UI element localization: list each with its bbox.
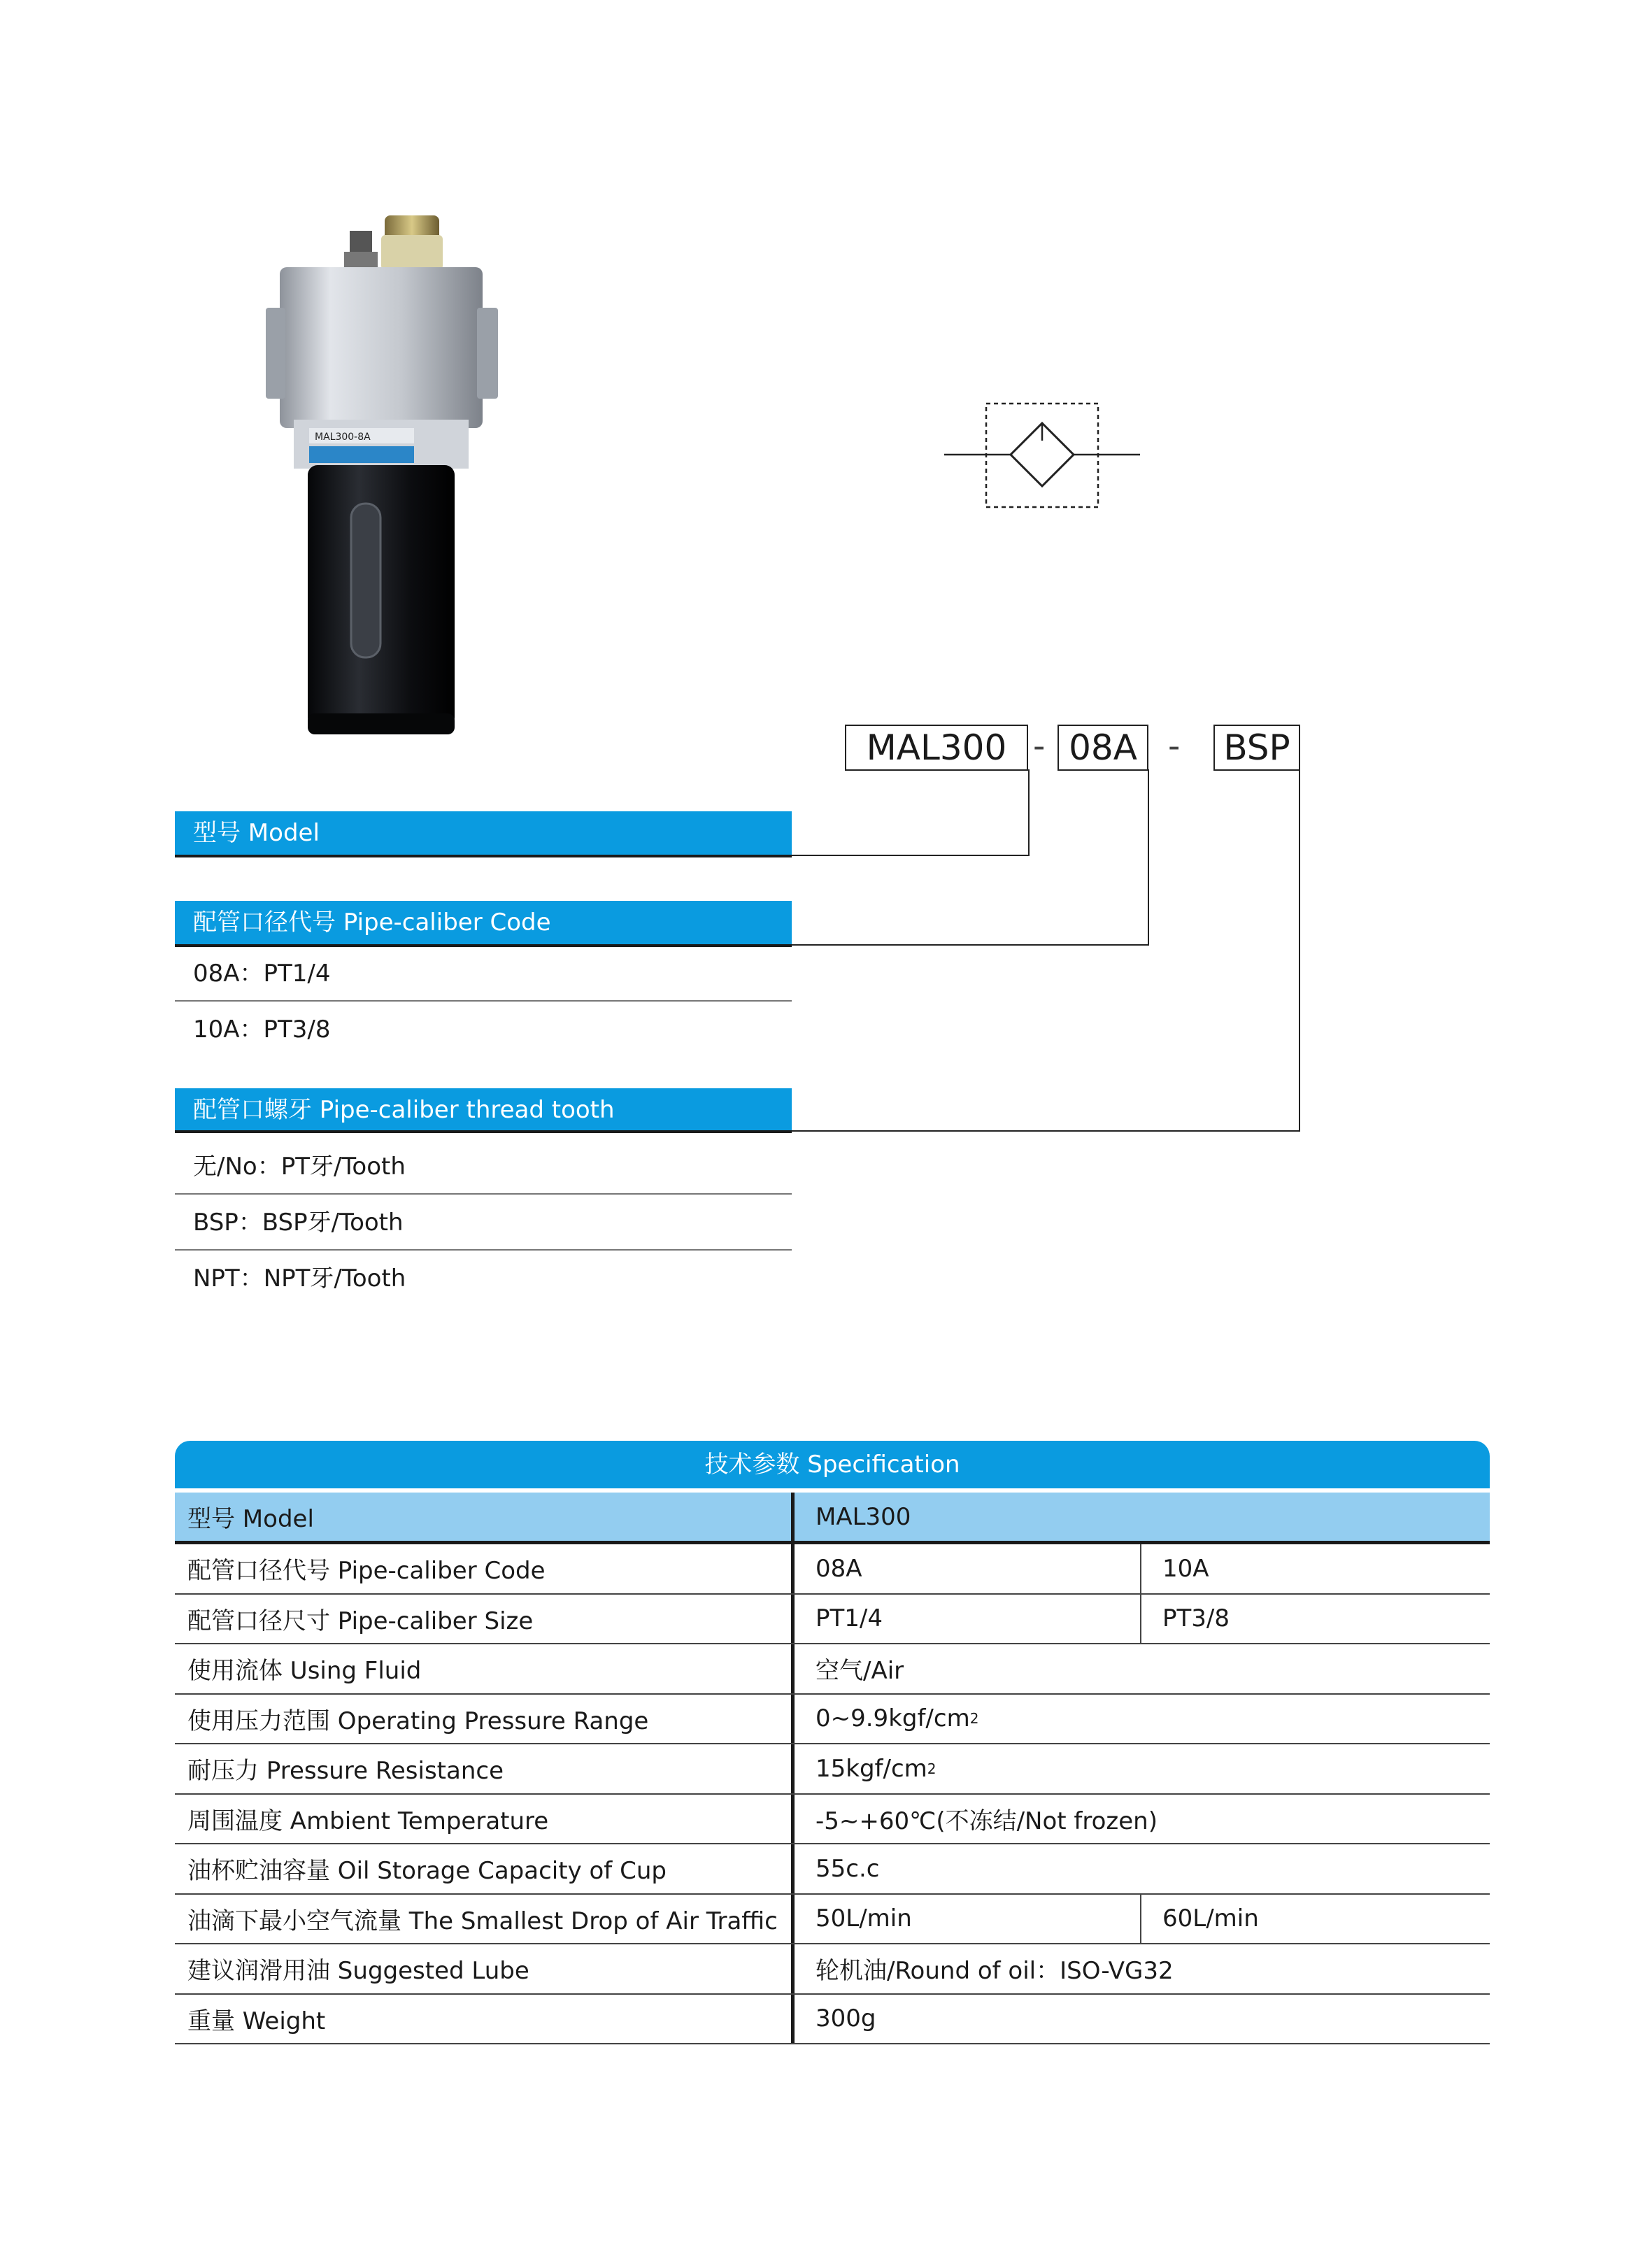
leader-line-thread [790,769,1300,1132]
spec-table [175,1493,1490,2044]
section-divider [175,855,792,857]
spec-table-title: 技术参数 Specification [175,1441,1490,1488]
spec-value: 300g [816,2005,876,2033]
spec-label: 耐压力 Pressure Resistance [175,1744,795,1793]
spec-value-text: 15kgf/cm [816,1754,927,1783]
spec-value: 10A [1162,1554,1209,1583]
table-row [175,1995,1490,2045]
spec-value: 轮机油/Round of oil：ISO-VG32 [816,1957,1174,1986]
section-model-title: 型号 Model [175,811,792,855]
order-code-separator: - [1168,727,1181,766]
order-code-thread-box: BSP [1213,725,1300,771]
order-code-separator: - [1033,727,1046,766]
spec-label: 配管口径尺寸 Pipe-caliber Size [175,1595,795,1644]
table-row [175,1895,1490,1945]
spec-value: 55c.c [816,1854,880,1883]
spec-header-label: 型号 Model [175,1493,795,1541]
spec-value: 15kgf/cm 2 [816,1754,937,1783]
product-photo [266,210,504,741]
spec-label: 使用压力范围 Operating Pressure Range [175,1695,795,1744]
spec-value: 0~9.9kgf/cm 2 [816,1704,979,1733]
spec-value: 空气/Air [816,1657,904,1686]
caliber-option: 10A：PT3/8 [193,1016,331,1044]
table-row [175,1795,1490,1845]
spec-label: 使用流体 Using Fluid [175,1644,795,1693]
table-row [175,1544,1490,1595]
spec-value: 08A [795,1544,1141,1593]
section-caliber-title: 配管口径代号 Pipe-caliber Code [175,901,792,944]
spec-value-text: 0~9.9kgf/cm [816,1704,970,1733]
thread-option: NPT：NPT牙/Tooth [193,1265,406,1293]
spec-header-row [175,1493,1490,1544]
table-row [175,1844,1490,1895]
section-divider [175,1130,792,1133]
spec-value: 50L/min [795,1895,1141,1944]
table-row [175,1695,1490,1745]
spec-label: 建议润滑用油 Suggested Lube [175,1944,795,1993]
spec-value: PT3/8 [1162,1604,1230,1633]
table-row [175,1944,1490,1995]
photo-label-text: MAL300-8A [315,432,371,443]
order-code-model-box: MAL300 [845,725,1028,771]
spec-value: PT1/4 [795,1595,1141,1644]
spec-label: 油杯贮油容量 Oil Storage Capacity of Cup [175,1844,795,1893]
caliber-option: 08A：PT1/4 [175,946,792,1002]
table-row [175,1644,1490,1695]
spec-value: 60L/min [1162,1904,1259,1933]
table-row [175,1744,1490,1795]
spec-label: 重量 Weight [175,1995,795,2044]
spec-label: 配管口径代号 Pipe-caliber Code [175,1544,795,1593]
table-row [175,1595,1490,1645]
spec-label: 周围温度 Ambient Temperature [175,1795,795,1844]
spec-value: -5~+60℃(不冻结/Not frozen) [816,1807,1158,1835]
spec-label: 油滴下最小空气流量 The Smallest Drop of Air Traffic [175,1895,795,1944]
thread-option: 无/No：PT牙/Tooth [175,1139,792,1195]
spec-header-value: MAL300 [816,1502,911,1531]
lubricator-symbol [937,395,1147,514]
order-code-caliber-box: 08A [1058,725,1148,771]
thread-option: BSP：BSP牙/Tooth [175,1195,792,1251]
section-thread-title: 配管口螺牙 Pipe-caliber thread tooth [175,1088,792,1132]
